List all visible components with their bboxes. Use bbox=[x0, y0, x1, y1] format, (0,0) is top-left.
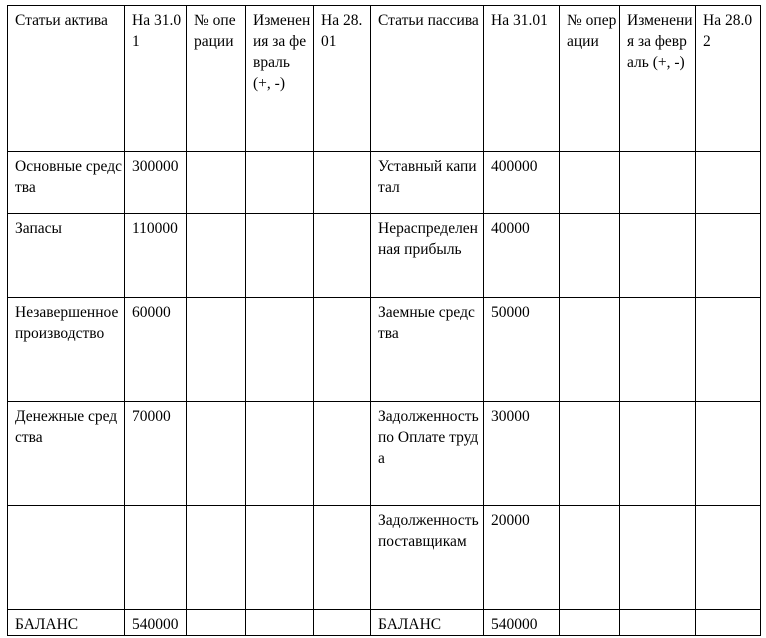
total-liability-op-cell bbox=[560, 610, 620, 636]
liability-end-cell bbox=[696, 402, 761, 506]
liability-end-cell bbox=[696, 506, 761, 610]
table-row bbox=[8, 402, 761, 506]
asset-op-cell bbox=[187, 152, 246, 214]
total-asset-op-cell bbox=[187, 610, 246, 636]
liability-op-cell bbox=[560, 298, 620, 402]
balance-sheet-table bbox=[7, 5, 761, 636]
asset-value bbox=[125, 506, 187, 610]
total-row bbox=[8, 610, 761, 636]
asset-op-cell bbox=[187, 298, 246, 402]
header-row bbox=[8, 6, 761, 152]
liability-value: 400000 bbox=[484, 152, 560, 214]
liability-end-cell bbox=[696, 214, 761, 298]
asset-end-cell bbox=[314, 298, 371, 402]
liability-label: Задолженность поставщикам bbox=[371, 506, 484, 610]
total-liability-change-cell bbox=[620, 610, 696, 636]
asset-end-cell bbox=[314, 152, 371, 214]
header-asset-items: Статьи актива bbox=[8, 6, 125, 152]
liability-op-cell bbox=[560, 152, 620, 214]
header-asset-start: На 31.01 bbox=[125, 6, 187, 152]
total-asset-change-cell bbox=[246, 610, 314, 636]
liability-change-cell bbox=[620, 402, 696, 506]
liability-label: Заемные средства bbox=[371, 298, 484, 402]
table-row bbox=[8, 152, 761, 214]
table-row bbox=[8, 298, 761, 402]
asset-change-cell bbox=[246, 298, 314, 402]
table-row bbox=[8, 214, 761, 298]
header-liab-start: На 31.01 bbox=[484, 6, 560, 152]
asset-change-cell bbox=[246, 152, 314, 214]
header-liab-op-no: № операции bbox=[560, 6, 620, 152]
total-liability-end-cell bbox=[696, 610, 761, 636]
asset-op-cell bbox=[187, 402, 246, 506]
asset-label: Запасы bbox=[8, 214, 125, 298]
asset-label: Основные средства bbox=[8, 152, 125, 214]
liability-label: Задолженность по Оплате труда bbox=[371, 402, 484, 506]
liability-label: Нераспределенная прибыль bbox=[371, 214, 484, 298]
asset-label: Незавершенное производство bbox=[8, 298, 125, 402]
asset-change-cell bbox=[246, 214, 314, 298]
asset-end-cell bbox=[314, 402, 371, 506]
liability-end-cell bbox=[696, 298, 761, 402]
liability-value: 20000 bbox=[484, 506, 560, 610]
liability-op-cell bbox=[560, 506, 620, 610]
header-asset-end: На 28.01 bbox=[314, 6, 371, 152]
liability-change-cell bbox=[620, 298, 696, 402]
asset-op-cell bbox=[187, 506, 246, 610]
table-row bbox=[8, 506, 761, 610]
total-asset-label: БАЛАНС bbox=[8, 610, 125, 636]
liability-change-cell bbox=[620, 214, 696, 298]
header-liab-end: На 28.02 bbox=[696, 6, 761, 152]
liability-value: 30000 bbox=[484, 402, 560, 506]
liability-end-cell bbox=[696, 152, 761, 214]
asset-label: Денежные средства bbox=[8, 402, 125, 506]
header-liab-items: Статьи пассива bbox=[371, 6, 484, 152]
liability-change-cell bbox=[620, 152, 696, 214]
asset-value: 300000 bbox=[125, 152, 187, 214]
liability-value: 40000 bbox=[484, 214, 560, 298]
total-asset-value: 540000 bbox=[125, 610, 187, 636]
total-asset-end-cell bbox=[314, 610, 371, 636]
asset-end-cell bbox=[314, 214, 371, 298]
asset-op-cell bbox=[187, 214, 246, 298]
asset-end-cell bbox=[314, 506, 371, 610]
asset-change-cell bbox=[246, 506, 314, 610]
liability-op-cell bbox=[560, 402, 620, 506]
asset-value: 110000 bbox=[125, 214, 187, 298]
total-liability-value: 540000 bbox=[484, 610, 560, 636]
asset-label bbox=[8, 506, 125, 610]
liability-label: Уставный капитал bbox=[371, 152, 484, 214]
asset-value: 60000 bbox=[125, 298, 187, 402]
asset-value: 70000 bbox=[125, 402, 187, 506]
header-asset-op-no: № операции bbox=[187, 6, 246, 152]
total-liability-label: БАЛАНС bbox=[371, 610, 484, 636]
liability-op-cell bbox=[560, 214, 620, 298]
header-liab-change: Изменения за февраль (+, -) bbox=[620, 6, 696, 152]
asset-change-cell bbox=[246, 402, 314, 506]
liability-value: 50000 bbox=[484, 298, 560, 402]
header-asset-change: Изменения за февраль (+, -) bbox=[246, 6, 314, 152]
liability-change-cell bbox=[620, 506, 696, 610]
